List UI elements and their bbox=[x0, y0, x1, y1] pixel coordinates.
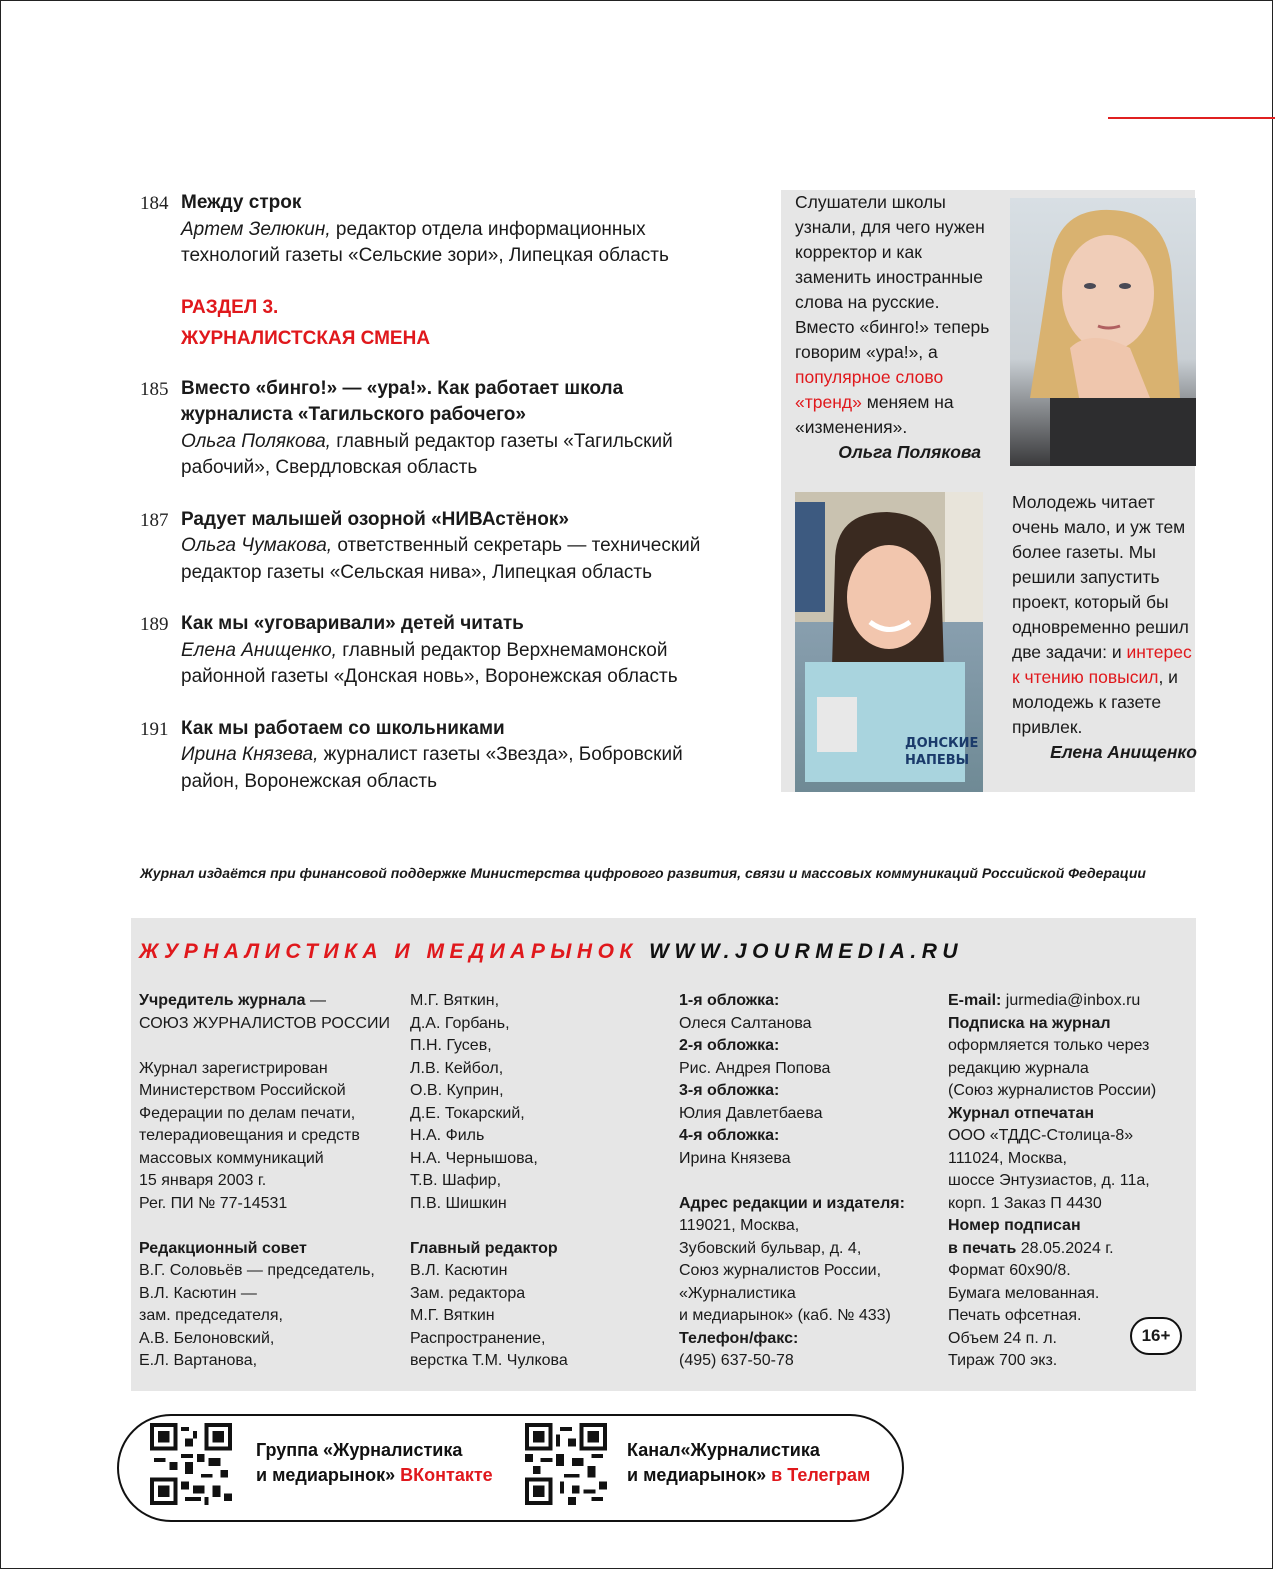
article-title: Как мы работаем со школьниками bbox=[181, 717, 505, 739]
quote-anishchenko bbox=[1012, 490, 1197, 765]
signed-date: 28.05.2024 г. bbox=[1016, 1239, 1114, 1257]
council-label: Редакционный совет bbox=[139, 1239, 307, 1257]
council-member: В.Л. Касютин — bbox=[139, 1284, 257, 1302]
council-member: Е.Л. Вартанова, bbox=[139, 1352, 258, 1369]
printer-line: корп. 1 Заказ П 4430 bbox=[948, 1194, 1102, 1212]
founder-label: Учредитель журнала bbox=[139, 992, 306, 1009]
article-title: Радует малышей озорной «НИВАстёнок» bbox=[181, 508, 569, 530]
article-author: Елена Анищенко, bbox=[181, 639, 337, 661]
cover-credit: Рис. Андрея Попова bbox=[679, 1059, 831, 1077]
address-line: Союз журналистов России, bbox=[679, 1262, 882, 1279]
printer-line: ООО «ТДДС-Столица-8» bbox=[948, 1127, 1134, 1144]
subscription-line: оформляется только через bbox=[948, 1037, 1150, 1054]
tg-platform: в Телеграм bbox=[771, 1465, 871, 1485]
council-member: В.Г. Соловьёв — председатель, bbox=[139, 1262, 375, 1279]
quote-signature: Елена Анищенко bbox=[1050, 742, 1197, 762]
article-title: Вместо «бинго!» — «ура!». Как работает школа журналиста «Тагильского рабочего» bbox=[181, 377, 624, 425]
council-member: А.В. Белоновский, bbox=[139, 1329, 275, 1347]
author-role: главный редактор Верхнемамонской районной газеты «Донская новь», Воронежская область bbox=[181, 639, 678, 687]
vk-group-link[interactable] bbox=[256, 1438, 493, 1488]
subscription-line: (Союз журналистов России) bbox=[948, 1082, 1157, 1099]
article-author: Артем Зелюкин, bbox=[181, 218, 331, 240]
page-number: 191 bbox=[140, 718, 169, 740]
page-number: 187 bbox=[140, 509, 169, 531]
article-author: Ольга Чумакова, bbox=[181, 535, 333, 556]
staff-line: верстка Т.М. Чулкова bbox=[410, 1352, 568, 1369]
photo-olga-polyakova bbox=[1010, 198, 1196, 466]
quote-text: Слушатели школы узнали, для чего нужен корректор и как заменить иностранные слова на русские. Вместо «бинго!» теперь говорим «ура!», а bbox=[795, 192, 990, 362]
chief-editor-label: Главный редактор bbox=[410, 1239, 558, 1257]
council-member: Л.В. Кейбол, bbox=[410, 1059, 504, 1077]
council-member: П.Н. Гусев, bbox=[410, 1037, 492, 1054]
tg-text: и медиарынок» bbox=[627, 1465, 772, 1485]
support-note: Журнал издаётся при финансовой поддержке Министерства цифрового развития, связи и массовых коммуникаций Российской Федерации bbox=[140, 865, 1146, 881]
article-author: Ирина Князева, bbox=[181, 744, 319, 765]
photo-elena-anishchenko bbox=[795, 492, 983, 792]
article-title: Между строк bbox=[181, 192, 302, 213]
masthead bbox=[139, 940, 963, 964]
staff-line: Распространение, bbox=[410, 1329, 546, 1347]
registration-line: Министерством Российской bbox=[139, 1082, 346, 1099]
council-member: М.Г. Вяткин, bbox=[410, 992, 500, 1009]
author-role: главный редактор газеты «Тагильский рабочий», Свердловская область bbox=[181, 430, 673, 478]
council-member: П.В. Шишкин bbox=[410, 1194, 507, 1212]
section-heading bbox=[140, 292, 740, 354]
staff-line: М.Г. Вяткин bbox=[410, 1307, 495, 1324]
registration-line: Рег. ПИ № 77-14531 bbox=[139, 1194, 288, 1212]
council-member: Д.Е. Токарский, bbox=[410, 1104, 525, 1122]
address-label: Адрес редакции и издателя: bbox=[679, 1194, 905, 1212]
council-member: О.В. Куприн, bbox=[410, 1082, 504, 1099]
cover-label: 2-я обложка: bbox=[679, 1037, 780, 1054]
address-line: Зубовский бульвар, д. 4, bbox=[679, 1239, 862, 1257]
council-member: Н.А. Филь bbox=[410, 1127, 485, 1144]
vk-text: и медиарынок» bbox=[256, 1465, 401, 1485]
article-author: Ольга Полякова, bbox=[181, 430, 331, 452]
council-member: Т.В. Шафир, bbox=[410, 1172, 502, 1189]
imprint-column-4 bbox=[948, 990, 1193, 1373]
section-title: ЖУРНАЛИСТСКАЯ СМЕНА bbox=[181, 327, 431, 349]
toc-entry-185[interactable] bbox=[140, 376, 740, 482]
vk-platform: ВКонтакте bbox=[400, 1465, 493, 1485]
magazine-name: ЖУРНАЛИСТИКА И МЕДИАРЫНОК bbox=[139, 940, 638, 963]
email-link[interactable]: jurmedia@inbox.ru bbox=[1001, 992, 1141, 1009]
registration-line: Журнал зарегистрирован bbox=[139, 1059, 328, 1077]
table-of-contents bbox=[140, 190, 740, 795]
quote-highlight: популярное слово «тренд» bbox=[795, 367, 944, 412]
signed-label: Номер подписан bbox=[948, 1217, 1081, 1234]
imprint-column-2 bbox=[410, 990, 670, 1373]
registration-line: массовых коммуникаций bbox=[139, 1149, 324, 1167]
qr-code-icon[interactable] bbox=[150, 1423, 232, 1505]
svg-text:ДОНСКИЕ: ДОНСКИЕ bbox=[905, 736, 979, 751]
quote-polyakova bbox=[795, 190, 995, 465]
quote-text: Молодежь читает очень мало, и уж тем более газеты. Мы решили запустить проект, который бы одновременно решил две задачи: и bbox=[1012, 492, 1189, 662]
cover-label: 3-я обложка: bbox=[679, 1082, 780, 1099]
svg-text:НАПЕВЫ: НАПЕВЫ bbox=[905, 753, 970, 768]
page-number: 184 bbox=[140, 193, 169, 214]
author-role: ответственный секретарь — технический редактор газеты «Сельская нива», Липецкая область bbox=[181, 535, 701, 583]
quote-highlight: интерес к чтению повысил bbox=[1012, 642, 1192, 687]
founder-dash: — bbox=[305, 992, 326, 1009]
imprint-column-1 bbox=[139, 990, 399, 1373]
vk-text: Группа «Журналистика bbox=[256, 1440, 463, 1460]
founder: СОЮЗ ЖУРНАЛИСТОВ РОССИИ bbox=[139, 1014, 390, 1032]
signed-label: в печать bbox=[948, 1239, 1017, 1257]
telegram-channel-link[interactable] bbox=[627, 1438, 870, 1488]
cover-credit: Юлия Давлетбаева bbox=[679, 1104, 823, 1122]
phone-number[interactable]: (495) 637-50-78 bbox=[679, 1352, 794, 1369]
toc-entry-187[interactable] bbox=[140, 507, 740, 587]
printed-label: Журнал отпечатан bbox=[948, 1104, 1095, 1122]
council-member: зам. председателя, bbox=[139, 1307, 283, 1324]
spec-line: Объем 24 п. л. bbox=[948, 1329, 1057, 1347]
toc-entry-191[interactable] bbox=[140, 716, 740, 796]
toc-entry-184[interactable] bbox=[140, 190, 740, 270]
quote-text: , и молодежь к газете привлек. bbox=[1012, 667, 1178, 737]
council-member: Н.А. Чернышова, bbox=[410, 1149, 538, 1167]
registration-line: Федерации по делам печати, bbox=[139, 1104, 356, 1122]
address-line: «Журналистика bbox=[679, 1284, 796, 1302]
quote-signature: Ольга Полякова bbox=[838, 442, 981, 462]
toc-entry-189[interactable] bbox=[140, 611, 740, 691]
cover-credit: Ирина Князева bbox=[679, 1149, 791, 1167]
staff-line: В.Л. Касютин bbox=[410, 1262, 508, 1279]
address-line: и медиарынок» (каб. № 433) bbox=[679, 1307, 891, 1324]
quote-text: меняем на «изменения». bbox=[795, 392, 954, 437]
qr-code-icon[interactable] bbox=[525, 1423, 607, 1505]
author-role: журналист газеты «Звезда», Бобровский район, Воронежская область bbox=[181, 744, 683, 792]
spec-line: Печать офсетная. bbox=[948, 1307, 1082, 1324]
staff-line: Зам. редактора bbox=[410, 1284, 526, 1302]
page-number: 189 bbox=[140, 614, 169, 635]
subscription-label: Подписка на журнал bbox=[948, 1014, 1111, 1032]
cover-label: 1-я обложка: bbox=[679, 992, 780, 1009]
cover-label: 4-я обложка: bbox=[679, 1127, 780, 1144]
cover-credit: Олеся Салтанова bbox=[679, 1014, 812, 1032]
age-rating-badge: 16+ bbox=[1130, 1317, 1182, 1355]
registration-line: 15 января 2003 г. bbox=[139, 1172, 267, 1189]
council-member: Д.А. Горбань, bbox=[410, 1014, 510, 1032]
printer-line: шоссе Энтузиастов, д. 11а, bbox=[948, 1172, 1150, 1189]
tg-text: Канал«Журналистика bbox=[627, 1440, 820, 1460]
spec-line: Тираж 700 экз. bbox=[948, 1352, 1058, 1369]
spec-line: Бумага мелованная. bbox=[948, 1284, 1100, 1302]
printer-line: 111024, Москва, bbox=[948, 1149, 1067, 1167]
article-title: Как мы «уговаривали» детей читать bbox=[181, 613, 524, 634]
imprint-column-3 bbox=[679, 990, 939, 1373]
subscription-line: редакцию журнала bbox=[948, 1059, 1089, 1077]
page-number: 185 bbox=[140, 378, 169, 400]
spec-line: Формат 60х90/8. bbox=[948, 1262, 1071, 1279]
author-role: редактор отдела информационных технологий газеты «Сельские зори», Липецкая область bbox=[181, 218, 669, 266]
website-link[interactable]: WWW.JOURMEDIA.RU bbox=[649, 940, 964, 963]
email-label: E-mail: bbox=[948, 992, 1002, 1009]
accent-rule bbox=[1108, 117, 1275, 119]
phone-label: Телефон/факс: bbox=[679, 1329, 799, 1347]
section-number: РАЗДЕЛ 3. bbox=[181, 296, 279, 318]
registration-line: телерадиовещания и средств bbox=[139, 1127, 360, 1144]
address-line: 119021, Москва, bbox=[679, 1217, 800, 1234]
